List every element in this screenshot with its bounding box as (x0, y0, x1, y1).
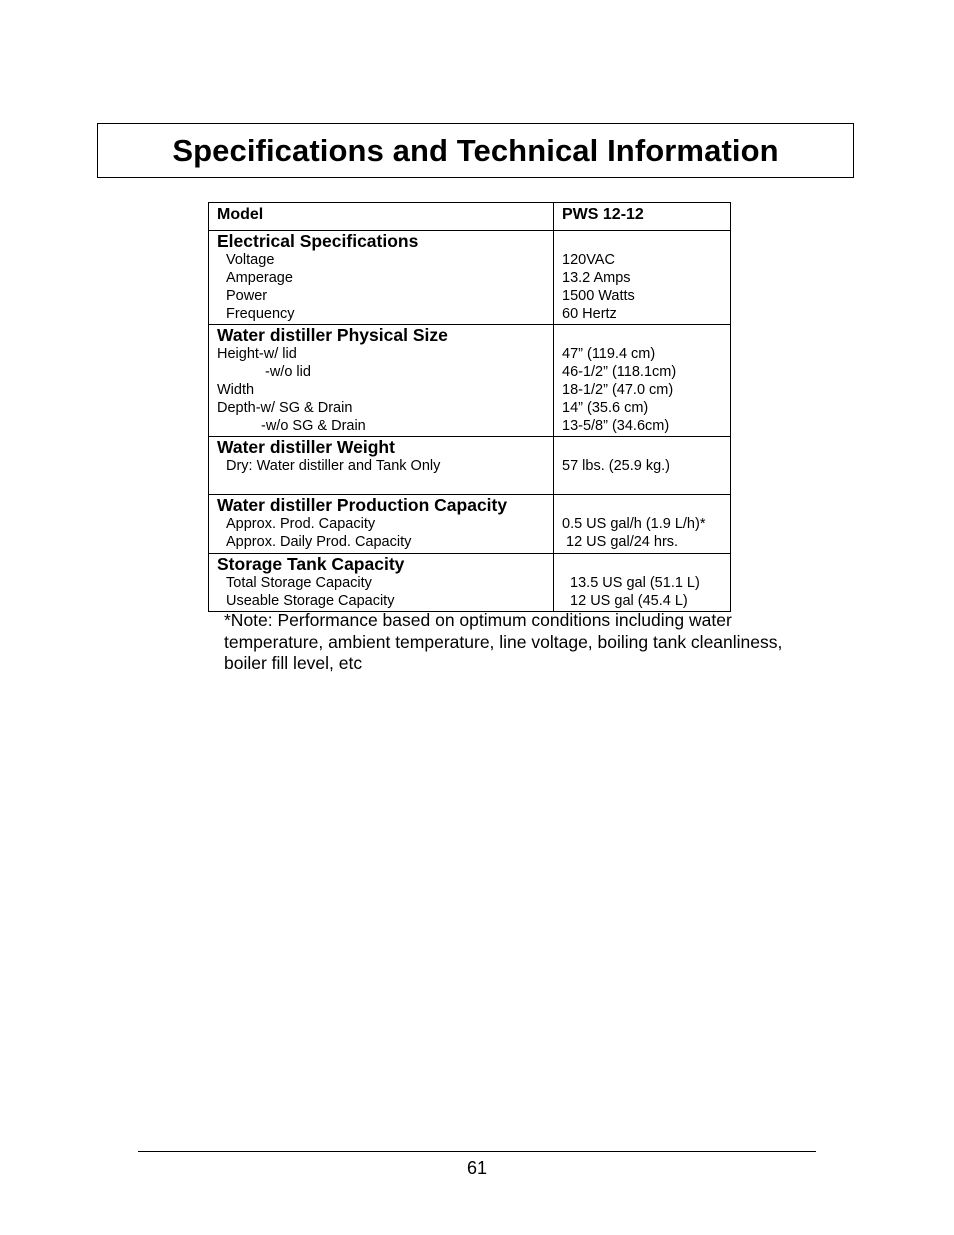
table-row-model (209, 203, 731, 231)
electrical-labels (209, 231, 554, 325)
value-total-storage: 13.5 US gal (51.1 L) (562, 575, 700, 591)
label-depth-with-sg: Depth-w/ SG & Drain (217, 400, 353, 416)
label-width: Width (217, 382, 255, 398)
value-dry-weight: 57 lbs. (25.9 kg.) (562, 458, 670, 474)
section-heading-storage: Storage Tank Capacity (217, 554, 405, 574)
section-heading-weight: Water distiller Weight (217, 437, 395, 457)
section-heading-physical: Water distiller Physical Size (217, 325, 448, 345)
spec-table (208, 202, 731, 612)
value-prod-capacity: 0.5 US gal/h (1.9 L/h)* (562, 516, 706, 532)
label-amperage: Amperage (226, 270, 293, 286)
section-heading-production: Water distiller Production Capacity (217, 495, 508, 515)
value-depth-without-sg: 13-5/8” (34.6cm) (562, 418, 670, 434)
label-total-storage: Total Storage Capacity (226, 575, 372, 591)
footnote: *Note: Performance based on optimum conditions including water temperature, ambient temperature, line voltage, boiling tank cleanliness, boiler fill level, etc (224, 610, 783, 673)
value-width: 18-1/2” (47.0 cm) (562, 382, 674, 398)
physical-values (554, 325, 731, 437)
label-height-with-lid: Height-w/ lid (217, 346, 297, 362)
table-row-storage (209, 554, 731, 612)
value-height-with-lid: 47” (119.4 cm) (562, 346, 656, 362)
physical-labels (209, 325, 554, 437)
label-depth-without-sg: -w/o SG & Drain (261, 418, 366, 434)
model-label: Model (209, 203, 554, 231)
value-power: 1500 Watts (562, 288, 635, 304)
value-frequency: 60 Hertz (562, 306, 617, 322)
label-frequency: Frequency (226, 306, 295, 322)
label-daily-prod-capacity: Approx. Daily Prod. Capacity (226, 534, 412, 550)
page-number: 61 (466, 1158, 488, 1178)
value-useable-storage: 12 US gal (45.4 L) (562, 593, 688, 609)
value-amperage: 13.2 Amps (562, 270, 631, 286)
table-row-electrical (209, 231, 731, 325)
table-row-production (209, 495, 731, 554)
value-height-without-lid: 46-1/2” (118.1cm) (562, 364, 677, 380)
footer-divider (138, 1151, 816, 1152)
label-power: Power (226, 288, 268, 304)
production-values (554, 495, 731, 554)
production-labels (209, 495, 554, 554)
value-voltage: 120VAC (562, 252, 615, 268)
section-heading-electrical: Electrical Specifications (217, 231, 419, 251)
label-height-without-lid: -w/o lid (265, 364, 311, 380)
model-value: PWS 12-12 (554, 203, 731, 231)
storage-labels (209, 554, 554, 612)
table-row-weight (209, 437, 731, 495)
label-useable-storage: Useable Storage Capacity (226, 593, 395, 609)
page-title: Specifications and Technical Information (172, 132, 779, 168)
value-depth-with-sg: 14” (35.6 cm) (562, 400, 649, 416)
weight-values (554, 437, 731, 495)
title-box (97, 123, 854, 178)
electrical-values (554, 231, 731, 325)
value-daily-prod-capacity: 12 US gal/24 hrs. (562, 534, 679, 550)
storage-values (554, 554, 731, 612)
label-dry-weight: Dry: Water distiller and Tank Only (226, 458, 441, 474)
label-prod-capacity: Approx. Prod. Capacity (226, 516, 376, 532)
weight-labels (209, 437, 554, 495)
label-voltage: Voltage (226, 252, 275, 268)
table-row-physical (209, 325, 731, 437)
